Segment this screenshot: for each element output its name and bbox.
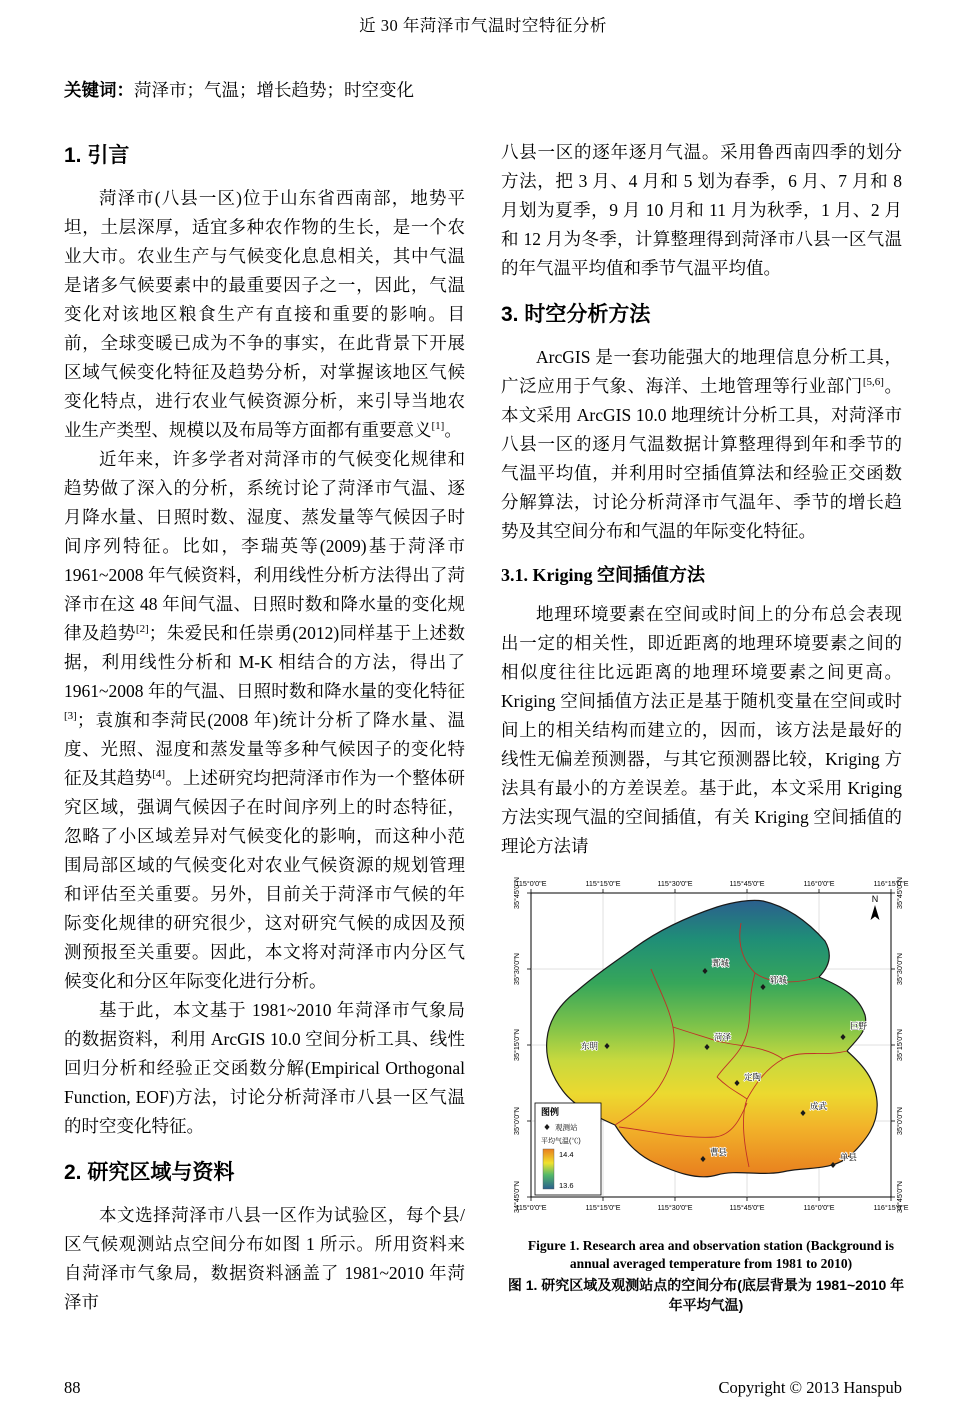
keywords-label: 关键词： — [64, 80, 134, 100]
section-2-paragraph: 本文选择菏泽市八县一区作为试验区，每个县/区气候观测站点空间分布如图 1 所示。所用资料来自菏泽市气象局，数据资料涵盖了 1981~2010 年菏泽市 — [64, 1205, 465, 1312]
map-container — [501, 877, 909, 1225]
research-area-map — [501, 877, 909, 1225]
paragraph-text: ArcGIS 是一套功能强大的地理信息分析工具，广泛应用于气象、海洋、土地管理等行业部门 — [501, 347, 902, 396]
paragraph-text: 。 — [444, 420, 462, 440]
paragraph-text: ；袁旗和李菏民(2008 年)统计分析了降水量、温度、光照、湿度和蒸发量等多种气候因子的变化特征及其趋势 — [64, 710, 465, 788]
city-label: 曹县 — [710, 1147, 728, 1157]
citation-ref-5-6: [5,6] — [862, 376, 884, 389]
y-tick-label: 35°0'0"N — [895, 1107, 904, 1135]
legend-title: 图例 — [541, 1107, 560, 1117]
paragraph-text: 。上述研究均把菏泽市作为一个整体研究区域，强调气候因子在时间序列上的时态特征，忽略了小区域差异对气候变化的影响，而这种小范围局部区域的气候变化对农业气候资源的规划管理和评估至关重要。另外，目前关于菏泽市气候的年际变化规律的研究很少，这对研究气候的成因及预测预报至关重要。因此，本文将对菏泽市内分区气候变化和分区年际变化进行分析。 — [64, 768, 466, 991]
legend-min-value: 13.6 — [559, 1181, 574, 1190]
two-column-body — [64, 138, 909, 1317]
latitude-labels-left — [512, 877, 521, 1213]
y-tick-label: 35°45'0"N — [512, 877, 521, 909]
city-label: 巨野 — [850, 1021, 868, 1031]
y-tick-label: 34°45'0"N — [895, 1181, 904, 1213]
section-2-heading: 2. 研究区域与资料 — [64, 1161, 235, 1184]
intro-paragraph-1 — [64, 184, 465, 445]
x-tick-label: 116°15'0"E — [873, 1203, 909, 1212]
x-tick-label: 115°45'0"E — [729, 1203, 765, 1212]
section-3-paragraph — [501, 343, 902, 546]
map-legend — [535, 1103, 601, 1195]
paragraph-text: ；朱爱民和任崇勇(2012)同样基于上述数据，利用线性分析和 M-K 相结合的方法，得出了 1961~2008 年的气温、日照时数和降水量的变化特征 — [64, 623, 466, 701]
paragraph-text: 近年来，许多学者对菏泽市的气候变化规律和趋势做了深入的分析，系统讨论了菏泽市气温、逐月降水量、日照时数、湿度、蒸发量等气候因子时间序列特征。比如，李瑞英等(2009)基于菏泽市 1961~2008 年气候资料，利用线性分析方法得出了菏泽市在这 48 年间气温、日照时数和降水量的变化规律及趋势 — [64, 449, 465, 643]
y-tick-label: 35°0'0"N — [512, 1107, 521, 1135]
y-tick-label: 35°15'0"N — [895, 1029, 904, 1061]
y-tick-label: 35°30'0"N — [512, 953, 521, 985]
figure-caption-english: Figure 1. Research area and observation station (Background is annual averaged temperature from 1981 to 2010) — [527, 1238, 895, 1271]
x-tick-label: 115°0'0"E — [515, 1203, 547, 1212]
north-arrow-label: N — [871, 894, 879, 904]
section-3-1-heading: 3.1. Kriging 空间插值方法 — [501, 565, 706, 585]
citation-ref-2: [2] — [135, 623, 149, 636]
city-label: 东明 — [581, 1041, 599, 1051]
y-tick-label: 35°15'0"N — [512, 1029, 521, 1061]
citation-ref-4: [4] — [152, 768, 166, 781]
citation-ref-3: [3] — [64, 710, 77, 723]
left-column — [64, 138, 465, 1317]
page-number: 88 — [64, 1378, 81, 1397]
x-tick-label: 115°15'0"E — [585, 1203, 621, 1212]
x-tick-label: 116°0'0"E — [803, 1203, 835, 1212]
running-head: 近 30 年菏泽市气温时空特征分析 — [359, 16, 607, 35]
city-label: 单县 — [840, 1152, 858, 1162]
intro-paragraph-3: 基于此，本文基于 1981~2010 年菏泽市气象局的数据资料，利用 ArcGIS 10.0 空间分析工具、线性回归分析和经验正交函数分解(Empirical Orthogonal Function, EOF)方法，讨论分析菏泽市八县一区气温的时空变化特征。 — [64, 1000, 465, 1136]
legend-colorbar — [543, 1149, 554, 1189]
x-tick-label: 115°15'0"E — [585, 879, 621, 888]
x-tick-label: 115°0'0"E — [515, 879, 547, 888]
y-tick-label: 34°45'0"N — [512, 1181, 521, 1213]
citation-ref-1: [1] — [431, 420, 445, 433]
legend-temp-label: 平均气温(℃) — [541, 1138, 581, 1145]
latitude-labels-right — [895, 877, 904, 1213]
x-tick-label: 116°0'0"E — [803, 879, 835, 888]
keywords-line — [64, 76, 902, 104]
intro-paragraph-2 — [64, 445, 465, 996]
paragraph-text: 菏泽市(八县一区)位于山东省西南部，地势平坦，土层深厚，适宜多种农作物的生长，是一个农业大市。农业生产与气候变化息息相关，其中气温是诸多气候要素中的最重要因子之一，因此，气温变化对该地区粮食生产有直接和重要的影响。目前，全球变暖已成为不争的事实，在此背景下开展区域气候变化特征及趋势分析，对掌握该地区气候变化特点，进行农业气候资源分析，来引导当地农业生产类型、规模以及布局等方面都有重要意义 — [64, 188, 465, 440]
city-label: 定陶 — [744, 1072, 762, 1082]
right-column — [501, 138, 909, 1317]
section-1-heading: 1. 引言 — [64, 144, 130, 167]
legend-max-value: 14.4 — [559, 1150, 574, 1159]
section-3-heading: 3. 时空分析方法 — [501, 303, 651, 326]
x-tick-label: 115°30'0"E — [657, 879, 693, 888]
y-tick-label: 35°30'0"N — [895, 953, 904, 985]
figure-1 — [501, 877, 909, 1315]
city-label: 成武 — [810, 1101, 828, 1111]
x-tick-label: 115°30'0"E — [657, 1203, 693, 1212]
keywords-text: 菏泽市；气温；增长趋势；时空变化 — [134, 80, 414, 100]
continuation-paragraph: 八县一区的逐年逐月气温。采用鲁西南四季的划分方法，把 3 月、4 月和 5 划为春季，6 月、7 月和 8 月划为夏季，9 月 10 月和 11 月为秋季，1 月、2 月和 12 月为冬季，计算整理得到菏泽市八县一区气温的年气温平均值和季节气温平均值。 — [501, 142, 902, 278]
x-tick-label: 116°15'0"E — [873, 879, 909, 888]
city-label: 鄄城 — [712, 958, 730, 968]
city-label: 菏泽 — [714, 1032, 732, 1042]
longitude-labels-top — [515, 879, 908, 888]
copyright-notice: Copyright © 2013 Hanspub — [718, 1378, 902, 1397]
longitude-labels-bottom — [515, 1203, 908, 1212]
city-label: 郓城 — [770, 975, 788, 985]
x-tick-label: 115°45'0"E — [729, 879, 765, 888]
paragraph-text: 。本文采用 ArcGIS 10.0 地理统计分析工具，对菏泽市八县一区的逐月气温数据计算整理得到年和季节的气温平均值，并利用时空插值算法和经验正交函数分解算法，讨论分析菏泽市气温年、季节的增长趋势及其空间分布和气温的年际变化特征。 — [501, 376, 903, 541]
figure-caption-chinese: 图 1. 研究区域及观测站点的空间分布(底层背景为 1981~2010 年年平均气温) — [507, 1277, 905, 1313]
section-3-1-paragraph: 地理环境要素在空间或时间上的分布总会表现出一定的相关性，即近距离的地理环境要素之间的相似度往往比远距离的地理环境要素之间更高。Kriging 空间插值方法正是基于随机变量在空间或时间上的相关结构而建立的，因而，该方法是最好的线性无偏差预测器，与其它预测器比较，Kriging 方法具有最小的方差误差。基于此，本文采用 Kriging 方法实现气温的空间插值，有关 Kriging 空间插值的理论方法请 — [501, 604, 902, 856]
y-tick-label: 35°45'0"N — [895, 877, 904, 909]
legend-station-label: 观测站 — [555, 1123, 578, 1132]
page-footer — [64, 1378, 902, 1398]
